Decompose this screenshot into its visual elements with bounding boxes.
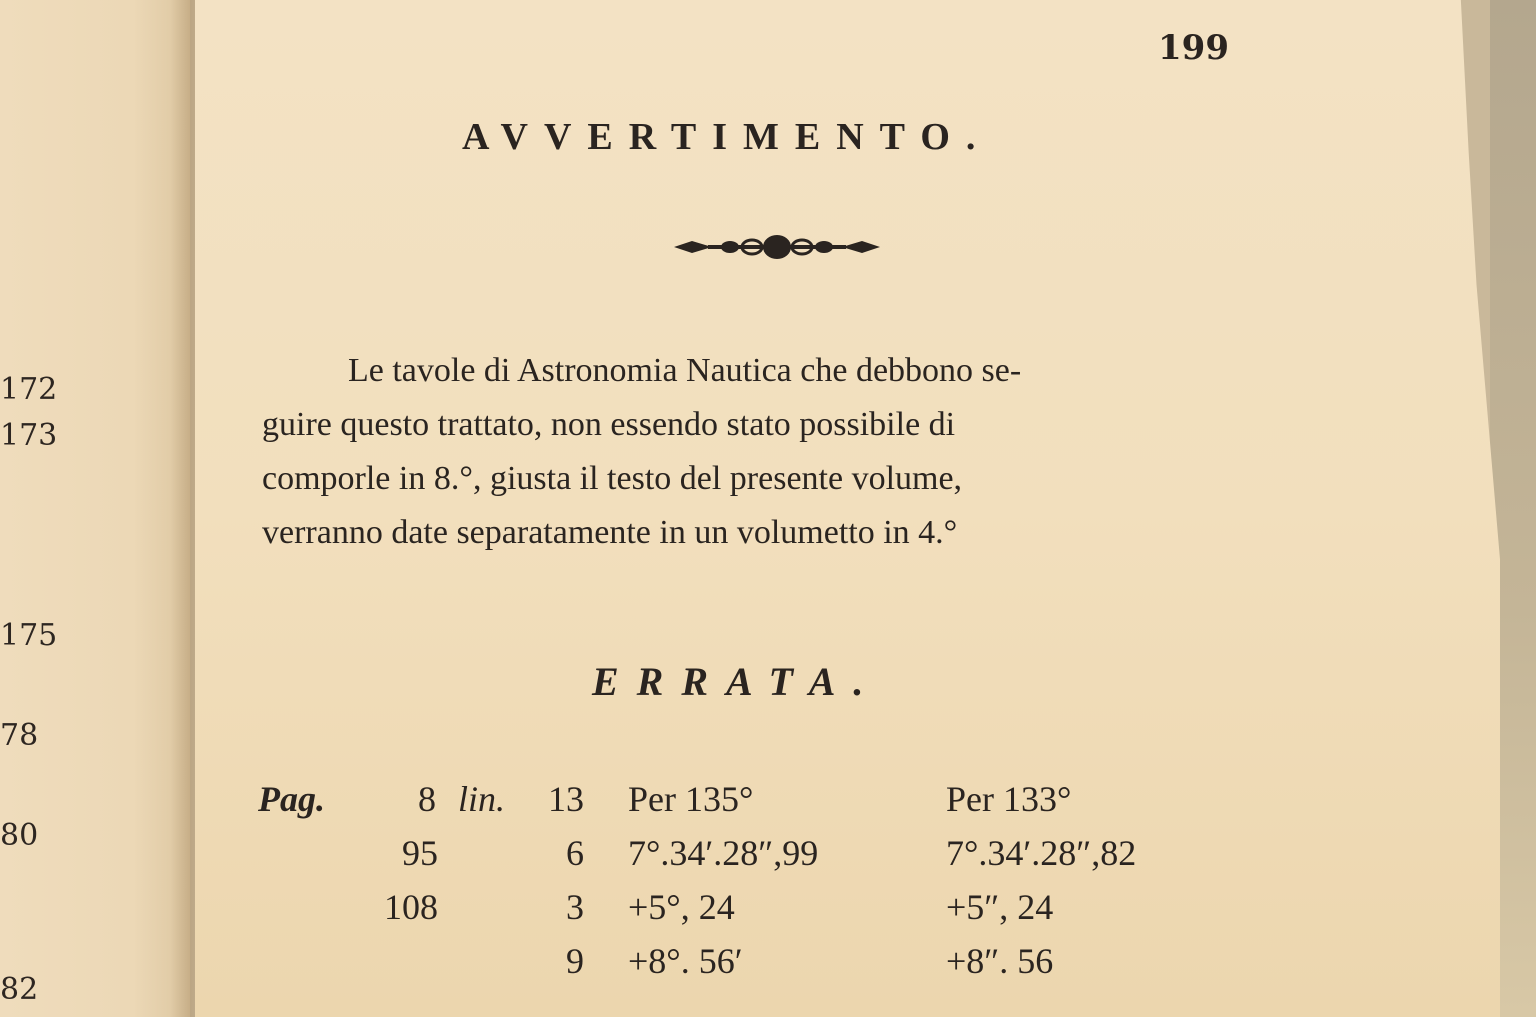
page-number: 199 [1158,28,1229,68]
errata-line: 9 [566,941,584,981]
left-page [0,0,190,1017]
errata-page: 95 [402,833,438,873]
errata-correct: +8″. 56 [946,941,1054,981]
margin-number: 173 [0,418,58,453]
errata-title: ERRATA. [592,659,882,704]
errata-page: 108 [384,887,438,927]
errata-page: 8 [418,779,436,819]
section-heading: AVVERTIMENTO. [462,116,992,158]
margin-number: 78 [0,718,39,753]
margin-number: 82 [0,972,39,1007]
notice-paragraph [262,344,1272,560]
errata-correct: 7°.34′.28″,82 [946,833,1137,873]
errata-line: 13 [548,779,584,819]
errata-correct: Per 133° [946,779,1072,819]
errata-wrong: Per 135° [628,779,754,819]
margin-number: 175 [0,618,58,653]
errata-line: 6 [566,833,584,873]
errata-wrong: +5°, 24 [628,887,735,927]
paragraph-line: verranno date separatamente in un volumetto in 4.° [262,514,958,551]
errata-correct: +5″, 24 [946,887,1054,927]
page-label: Pag. [258,779,325,819]
margin-number: 80 [0,818,39,853]
ornament-flourish-icon [672,234,882,260]
errata-wrong: +8°. 56′ [628,941,743,981]
line-label: lin. [458,779,506,819]
errata-line: 3 [566,887,584,927]
paragraph-line: guire questo trattato, non essendo stato possibile di [262,406,956,443]
errata-wrong: 7°.34′.28″,99 [628,833,819,873]
margin-number: 172 [0,372,58,407]
paragraph-line: Le tavole di Astronomia Nautica che debbono se- [348,352,1022,389]
paragraph-line: comporle in 8.°, giusta il testo del presente volume, [262,460,963,497]
